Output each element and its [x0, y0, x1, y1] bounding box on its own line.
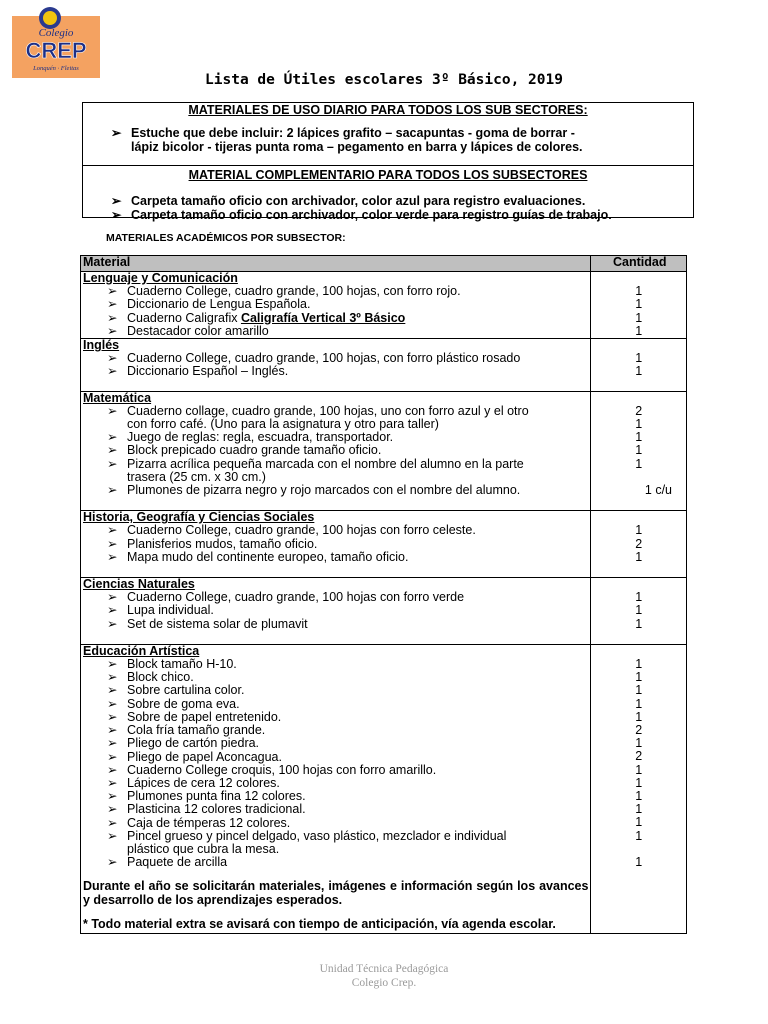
daily-line-1: Estuche que debe incluir: 2 lápices grafito – sacapuntas - goma de borrar -	[131, 126, 575, 140]
list-item: ➢ Lupa individual.	[107, 603, 214, 618]
quantity: 1	[635, 709, 643, 724]
arrow-bullet-icon: ➢	[107, 364, 118, 379]
table-header-row	[81, 256, 687, 272]
subject-row-ingles	[81, 339, 687, 392]
artistica-item-list	[81, 658, 590, 869]
arrow-bullet-icon: ➢	[107, 683, 118, 698]
arrow-bullet-icon: ➢	[107, 284, 118, 299]
list-item-text: plástico que cubra la mesa.	[127, 841, 280, 856]
list-item: ➢ Cuaderno College, cuadro grande, 100 hojas, con forro plástico rosado	[107, 351, 521, 366]
quantity: 1	[635, 788, 643, 803]
list-item: ➢ Block prepicado cuadro grande tamaño oficio.	[107, 443, 382, 458]
subject-name: Inglés	[83, 338, 120, 353]
academic-materials-label: MATERIALES ACADÉMICOS POR SUBSECTOR:	[106, 232, 346, 244]
list-item-text: Caja de témperas 12 colores.	[127, 815, 291, 830]
subject-row-ciencias	[81, 578, 687, 645]
arrow-bullet-icon: ➢	[107, 536, 118, 551]
list-item: ➢ Cuaderno College, cuadro grande, 100 hojas, con forro rojo.	[107, 284, 461, 299]
footer	[0, 962, 768, 990]
arrow-bullet-icon: ➢	[111, 126, 122, 140]
complementary-item	[83, 208, 693, 222]
list-item-text: Plumones punta fina 12 colores.	[127, 789, 306, 804]
quantity-cell	[591, 644, 687, 933]
arrow-bullet-icon: ➢	[111, 194, 122, 208]
arrow-bullet-icon: ➢	[107, 351, 118, 366]
subject-name: Historia, Geografía y Ciencias Sociales	[83, 510, 315, 525]
list-item-text: Plasticina 12 colores tradicional.	[127, 802, 306, 817]
list-item: ➢ Juego de reglas: regla, escuadra, transportador.	[107, 430, 394, 445]
quantity: 1	[635, 443, 643, 458]
quantity: 1	[635, 549, 643, 564]
list-item-text: Block tamaño H-10.	[127, 657, 237, 672]
quantity: 1	[635, 351, 643, 366]
arrow-bullet-icon: ➢	[107, 456, 118, 471]
quantity: 1	[635, 657, 643, 672]
general-materials-box	[82, 102, 694, 222]
arrow-bullet-icon: ➢	[107, 855, 118, 870]
quantity	[591, 843, 686, 856]
arrow-bullet-icon: ➢	[107, 815, 118, 830]
highlighted-title: Caligrafía Vertical 3º Básico	[240, 310, 406, 325]
note-extra-materials: * Todo material extra se avisará con tiempo de anticipación, vía agenda escolar.	[83, 916, 556, 931]
artistica-quantity-list	[591, 658, 686, 869]
arrow-bullet-icon: ➢	[107, 603, 118, 618]
list-item-text: Cuaderno College croquis, 100 hojas con forro amarillo.	[127, 762, 437, 777]
material-cell	[81, 339, 591, 392]
subject-name: Ciencias Naturales	[83, 577, 195, 592]
list-item: ➢ Cuaderno collage, cuadro grande, 100 hojas, uno con forro azul y el otro con forro café. (Uno para la asignatura y otro para taller)	[107, 403, 529, 432]
quantity: 1	[635, 323, 643, 338]
complementary-item-text: Carpeta tamaño oficio con archivador, color azul para registro evaluaciones.	[131, 194, 586, 208]
complementary-item-text: Carpeta tamaño oficio con archivador, color verde para registro guías de trabajo.	[131, 208, 612, 222]
subject-name: Matemática	[83, 390, 152, 405]
quantity: 1	[635, 523, 643, 538]
document-title: Lista de Útiles escolares 3º Básico, 2019	[205, 72, 563, 88]
list-item-text: Block chico.	[127, 670, 194, 685]
list-item	[81, 856, 590, 869]
material-cell	[81, 272, 591, 339]
arrow-bullet-icon: ➢	[107, 323, 118, 338]
arrow-bullet-icon: ➢	[107, 590, 118, 605]
material-cell	[81, 578, 591, 645]
list-item-text: Pliego de papel Aconcagua.	[127, 749, 282, 764]
arrow-bullet-icon: ➢	[107, 523, 118, 538]
arrow-bullet-icon: ➢	[107, 736, 118, 751]
quantity: 1	[635, 284, 643, 299]
material-cell	[81, 644, 591, 933]
quantity-cell	[591, 272, 687, 339]
quantity: 2	[635, 749, 643, 764]
quantity: 1 c/u	[644, 482, 672, 497]
logo-text-tagline: Lonquén · Fleitas	[33, 65, 79, 72]
arrow-bullet-icon: ➢	[111, 208, 122, 222]
quantity: 1	[635, 762, 643, 777]
arrow-bullet-icon: ➢	[107, 789, 118, 804]
quantity: 1	[635, 456, 643, 471]
subject-name: Educación Artística	[83, 643, 200, 658]
subject-name: Lenguaje y Comunicación	[83, 271, 238, 285]
list-item: ➢ Cuaderno College, cuadro grande, 100 hojas con forro verde	[107, 590, 465, 605]
list-item: ➢ Diccionario de Lengua Española.	[107, 297, 311, 312]
arrow-bullet-icon: ➢	[107, 483, 118, 498]
quantity: 1	[635, 670, 643, 685]
quantity: 1	[635, 603, 643, 618]
arrow-bullet-icon: ➢	[107, 657, 118, 672]
note-materials: Durante el año se solicitarán materiales, imágenes e información según los avances y desarrollo de los aprendizajes esperados.	[83, 879, 589, 907]
arrow-bullet-icon: ➢	[107, 802, 118, 817]
quantity: 1	[635, 590, 643, 605]
arrow-bullet-icon: ➢	[107, 775, 118, 790]
quantity: 1	[635, 802, 643, 817]
quantity: 1	[635, 815, 643, 830]
quantity-cell	[591, 578, 687, 645]
quantity: 2	[635, 723, 643, 737]
arrow-bullet-icon: ➢	[107, 549, 118, 564]
quantity: 1	[635, 683, 643, 698]
list-item: ➢ Pizarra acrílica pequeña marcada con el nombre del alumno en la parte trasera (25 cm. x 30 cm.)	[107, 456, 524, 484]
arrow-bullet-icon: ➢	[107, 310, 118, 325]
quantity-cell	[591, 339, 687, 392]
complementary-materials-section	[83, 168, 693, 222]
list-item: ➢ Planisferios mudos, tamaño oficio.	[107, 536, 318, 551]
list-item-text: Pincel grueso y pincel delgado, vaso plástico, mezclador e individual	[127, 828, 507, 843]
list-item-text: Lápices de cera 12 colores.	[127, 775, 280, 790]
quantity: 1	[635, 417, 643, 431]
quantity: 1	[635, 828, 643, 843]
quantity: 1	[635, 854, 643, 869]
arrow-bullet-icon: ➢	[107, 696, 118, 711]
list-item: ➢ Mapa mudo del continente europeo, tamaño oficio.	[107, 549, 409, 564]
list-item: ➢ Cuaderno College, cuadro grande, 100 hojas con forro celeste.	[107, 523, 476, 538]
arrow-bullet-icon: ➢	[107, 297, 118, 312]
list-item-text: Cola fría tamaño grande.	[127, 723, 266, 738]
logo-text-colegio: Colegio	[38, 27, 74, 39]
header-quantity: Cantidad	[591, 256, 687, 272]
list-item: ➢ Diccionario Español – Inglés.	[107, 364, 289, 379]
arrow-bullet-icon: ➢	[107, 749, 118, 764]
school-logo	[12, 6, 100, 78]
list-item-text: Sobre de goma eva.	[127, 696, 240, 711]
daily-materials-section	[83, 103, 693, 166]
quantity: 2	[635, 403, 643, 418]
arrow-bullet-icon: ➢	[107, 709, 118, 724]
list-item: ➢ Cuaderno Caligrafix Caligrafía Vertical 3º Básico	[107, 310, 406, 325]
header-material: Material	[81, 256, 591, 272]
list-item: ➢ Plumones de pizarra negro y rojo marcados con el nombre del alumno.	[107, 483, 521, 498]
footer-line-1: Unidad Técnica Pedagógica	[319, 963, 449, 975]
quantity-cell	[591, 511, 687, 578]
quantity: 1	[635, 616, 643, 631]
arrow-bullet-icon: ➢	[107, 430, 118, 445]
daily-materials-heading: MATERIALES DE USO DIARIO PARA TODOS LOS SUB SECTORES:	[188, 103, 588, 117]
arrow-bullet-icon: ➢	[107, 670, 118, 685]
subject-row-artistica	[81, 644, 687, 933]
list-item: ➢ Destacador color amarillo	[107, 323, 269, 338]
logo-text-crep: CREP	[25, 38, 87, 63]
list-item-text: Pliego de cartón piedra.	[127, 736, 260, 751]
quantity: 1	[635, 775, 643, 790]
arrow-bullet-icon: ➢	[107, 828, 118, 843]
arrow-bullet-icon: ➢	[107, 762, 118, 777]
arrow-bullet-icon: ➢	[107, 723, 118, 738]
list-item-text: Sobre cartulina color.	[127, 683, 245, 698]
arrow-bullet-icon: ➢	[107, 403, 118, 418]
daily-materials-item	[83, 126, 693, 154]
quantity: 1	[635, 364, 643, 379]
list-item-text: Sobre de papel entretenido.	[127, 709, 282, 724]
quantity: 1	[635, 696, 643, 711]
material-cell	[81, 511, 591, 578]
quantity: 1	[635, 297, 643, 312]
materials-table	[80, 255, 687, 934]
daily-line-2: lápiz bicolor - tijeras punta roma – pegamento en barra y lápices de colores.	[131, 140, 583, 154]
quantity: 1	[635, 310, 643, 325]
quantity: 1	[635, 736, 643, 751]
subject-row-lenguaje	[81, 272, 687, 339]
list-item: ➢ Set de sistema solar de plumavit	[107, 616, 308, 631]
arrow-bullet-icon: ➢	[107, 616, 118, 631]
list-item-text: Paquete de arcilla	[127, 855, 228, 870]
material-cell	[81, 391, 591, 511]
subject-row-matematica	[81, 391, 687, 511]
arrow-bullet-icon: ➢	[107, 443, 118, 458]
quantity-cell	[591, 391, 687, 511]
complementary-item	[83, 194, 693, 208]
subject-row-historia	[81, 511, 687, 578]
complementary-materials-heading: MATERIAL COMPLEMENTARIO PARA TODOS LOS SUBSECTORES	[188, 168, 588, 182]
quantity: 2	[635, 536, 643, 551]
footer-line-2: Colegio Crep.	[351, 977, 417, 989]
quantity: 1	[635, 430, 643, 445]
